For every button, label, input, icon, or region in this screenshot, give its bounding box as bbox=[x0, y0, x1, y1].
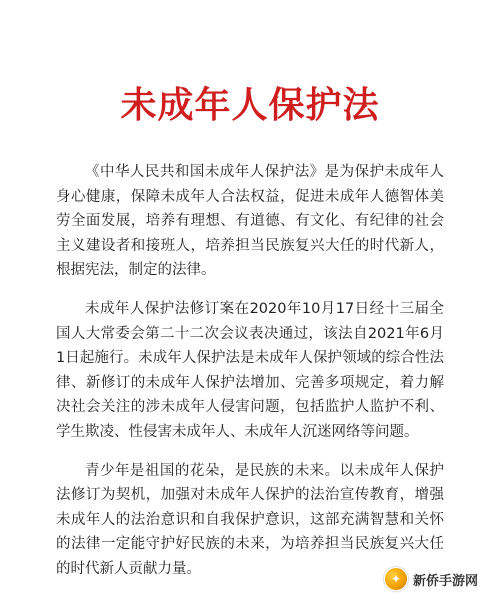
document-title: 未成年人保护法 bbox=[120, 85, 380, 126]
site-watermark bbox=[384, 564, 492, 594]
paragraph-revision: 未成年人保护法修订案在2020年10月17日经十三届全国人大常委会第二十二次会议表决通过，该法自2021年6月1日起施行。未成年人保护法是未成年人保护领域的综合性法律、新修订的未成年人保护法增加、完善多项规定，着力解决社会关注的涉未成年人侵害问题，包括监护人监护不利、学生欺凌、性侵害未成年人、未成年人沉迷网络等问题。 bbox=[56, 300, 444, 440]
game-logo-icon: ✦ bbox=[384, 567, 408, 591]
paragraph-conclusion: 青少年是祖国的花朵，是民族的未来。以未成年人保护法修订为契机，加强对未成年人保护的法治宣传教育，增强未成年人的法治意识和自我保护意识，这部充满智慧和关怀的法律一定能守护好民族的未来，为培养担当民族复兴大任的时代新人贡献力量。 bbox=[56, 462, 444, 577]
paragraph-intro: 《中华人民共和国未成年人保护法》是为保护未成年人身心健康，保障未成年人合法权益，促进未成年人德智体美劳全面发展，培养有理想、有道德、有文化、有纪律的社会主义建设者和接班人，培养担当民族复兴大任的时代新人，根据宪法，制定的法律。 bbox=[56, 164, 444, 279]
watermark-text: 新侨手游网 bbox=[413, 573, 479, 589]
document-body bbox=[56, 160, 444, 596]
